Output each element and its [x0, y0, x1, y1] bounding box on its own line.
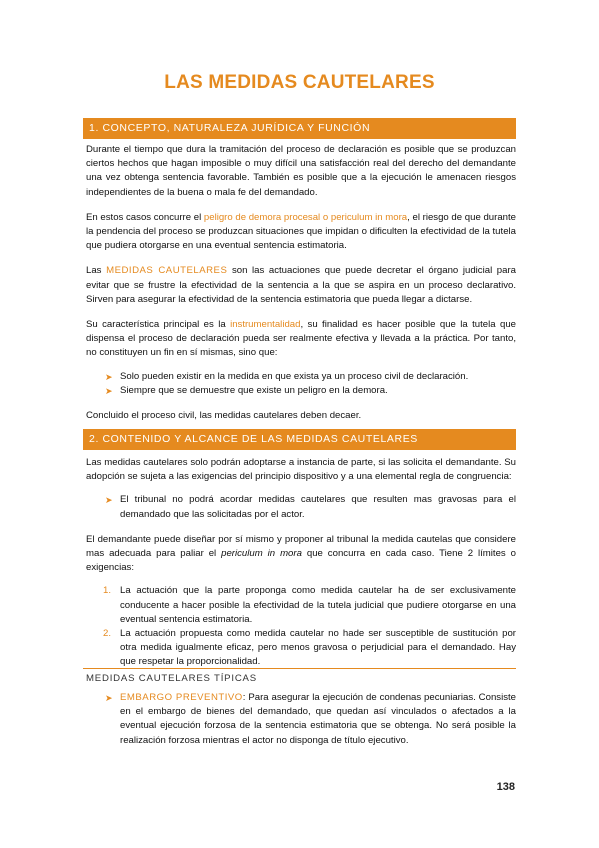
arrow-bullet-icon: ➤ — [105, 495, 113, 506]
divider — [83, 668, 516, 669]
page-title: LAS MEDIDAS CAUTELARES — [164, 72, 435, 93]
section-1-heading: 1. CONCEPTO, NATURALEZA JURÍDICA Y FUNCIÓN — [83, 118, 516, 139]
bullet-list — [86, 370, 516, 398]
paragraph: Las MEDIDAS CAUTELARES son las actuaciones que puede decretar el órgano judicial para evitar que se frustre la efectividad de la sentencia a la que se aspira en un proceso declarativo. Sirven para asegurar la efectividad de la sentencia estimatoria que pueda llegar a dictarse. — [86, 265, 516, 305]
highlight-term: EMBARGO PREVENTIVO — [120, 692, 243, 703]
numbered-list — [86, 584, 516, 669]
bullet-list — [86, 691, 516, 748]
paragraph: Durante el tiempo que dura la tramitación del proceso de declaración es posible que se produzcan ciertos hechos que hagan imposible o muy difícil una satisfacción real del derecho del demandante una vez obtenga sentencia favorable. También es posible que a la ejecución le amenacen riesgos independientes de la buena o mala fe del demandado. — [86, 144, 516, 198]
paragraph: En estos casos concurre el peligro de demora procesal o periculum in mora, el riesgo de que durante la pendencia del proceso se produzcan situaciones que impidan o dificulten la efectividad de la tutela que pudiera otorgarse en una eventual sentencia estimatoria. — [86, 211, 516, 252]
bullet-list — [86, 493, 516, 521]
list-item: ➤ EMBARGO PREVENTIVO: Para asegurar la ejecución de condenas pecuniarias. Consiste en el embargo de bienes del demandado, que quedan así vinculados o afectados a la eventual ejecución forzosa de la sentencia estimatoria que se obtenga. No será posible la realización forzosa mientras el actor no disponga de título ejecutivo. — [105, 692, 516, 746]
list-item: ➤ El tribunal no podrá acordar medidas cautelares que resulten mas gravosas para el demandado que las solicitadas por el actor. — [105, 494, 516, 520]
highlight-term: peligro de demora procesal o periculum in mora — [203, 211, 408, 223]
arrow-bullet-icon: ➤ — [105, 385, 113, 396]
list-item: ➤ Siempre que se demuestre que existe un peligro en la demora. — [86, 384, 516, 398]
highlight-term: MEDIDAS CAUTELARES — [106, 265, 228, 277]
section-2-body — [86, 456, 516, 670]
list-item: 1. La actuación que la parte proponga como medida cautelar ha de ser exclusivamente conducente a hacer posible la efectividad de la tutela judicial que pudiere otorgarse en una eventual sentencia estimatoria. — [103, 585, 516, 625]
subsection-heading: MEDIDAS CAUTELARES TÍPICAS — [86, 673, 257, 684]
paragraph: Las medidas cautelares solo podrán adoptarse a instancia de parte, si las solicita el demandante. Su adopción se sujeta a las exigencias del principio dispositivo y a una elemental regla de congruencia: — [86, 457, 516, 483]
list-item: ➤ Solo pueden existir en la medida en que exista ya un proceso civil de declaración. — [86, 370, 516, 384]
arrow-bullet-icon: ➤ — [105, 693, 113, 703]
arrow-bullet-icon: ➤ — [105, 371, 113, 382]
paragraph: El demandante puede diseñar por sí mismo y proponer al tribunal la medida cautelas que considere mas adecuada para paliar el periculum in mora que concurra en cada caso. Tiene 2 límites o exigencias: — [86, 533, 516, 574]
page-number: 138 — [496, 781, 515, 793]
paragraph: Concluido el proceso civil, las medidas cautelares deben decaer. — [86, 410, 362, 422]
section-2-heading: 2. CONTENIDO Y ALCANCE DE LAS MEDIDAS CAUTELARES — [83, 429, 516, 450]
paragraph: Su característica principal es la instrumentalidad, su finalidad es hacer posible que la tutela que dispensa el proceso de declaración pueda ser realmente efectiva y llevada a la práctica. Por tanto, no constituyen un fin en sí mismas, sino que: — [86, 319, 516, 359]
section-3-body — [86, 691, 516, 748]
list-item: 2. La actuación propuesta como medida cautelar no hade ser susceptible de sustitución por otra medida igualmente eficaz, pero menos gravosa o perjudicial para el demandado. Hay que respetar la proporcionalidad. — [103, 628, 516, 668]
highlight-term: instrumentalidad — [230, 319, 301, 331]
section-1-body — [86, 143, 516, 423]
